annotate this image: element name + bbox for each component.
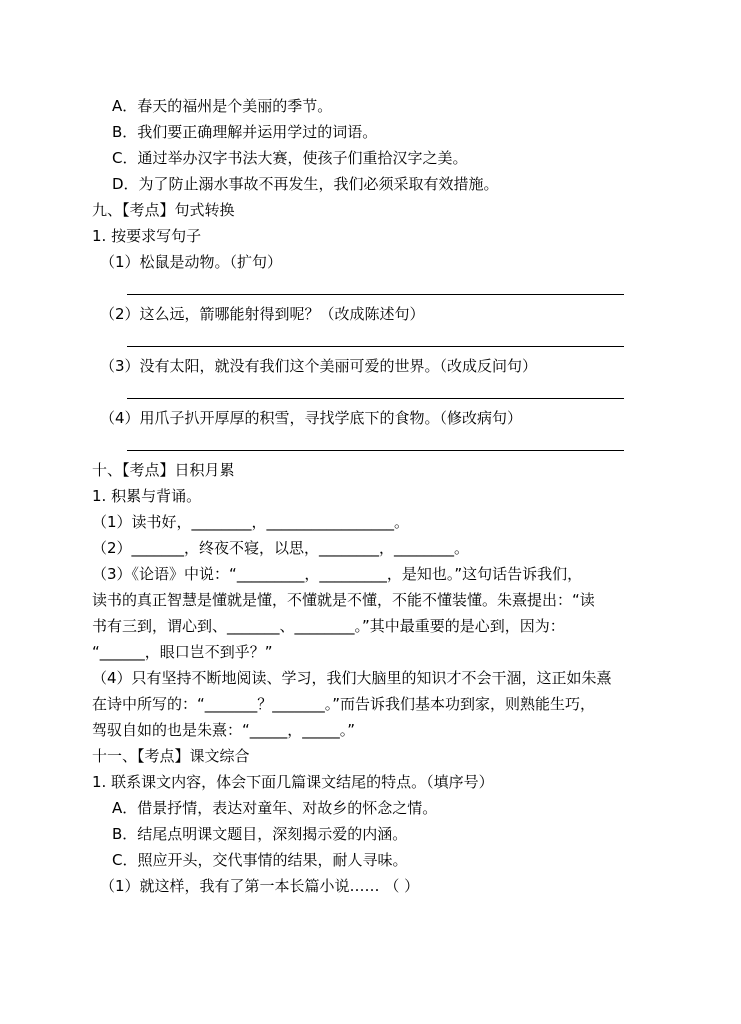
- answer-line: [127, 346, 624, 347]
- text-line: 读书的真正智慧是懂就是懂，不懂就是不懂，不能不懂装懂。朱熹提出：“读: [92, 591, 595, 609]
- text-line: 书有三到，谓心到、_______、________。”其中最重要的是心到，因为：: [92, 617, 565, 635]
- question-9-1: 1. 按要求写句子: [92, 227, 202, 245]
- text-line: （3）《论语》中说：“_________，_________，是知也。”这句话告诉我们，: [92, 565, 583, 583]
- answer-line: [127, 294, 624, 295]
- section-heading-11: 十一、【考点】课文综合: [92, 747, 250, 765]
- option-b: B．我们要正确理解并运用学过的词语。: [112, 123, 378, 141]
- text-line: 在诗中所写的：“_______？_______。”而告诉我们基本功到家，则熟能生巧，: [92, 695, 596, 713]
- text-line: （1）读书好，________，_________________。: [92, 513, 410, 531]
- text-line: （2）_______，终夜不寝，以思，________，________。: [92, 539, 470, 557]
- option-a: A．借景抒情，表达对童年、对故乡的怀念之情。: [112, 799, 438, 817]
- section-heading-10: 十、【考点】日积月累: [92, 461, 235, 479]
- item-11-1: （1）就这样，我有了第一本长篇小说…… （ ）: [100, 877, 420, 895]
- option-c: C．照应开头，交代事情的结果，耐人寻味。: [112, 851, 408, 869]
- item-9-4: （4）用爪子扒开厚厚的积雪，寻找学底下的食物。（修改病句）: [100, 409, 523, 427]
- text-line: 驾驭自如的也是朱熹：“_____，_____。”: [92, 721, 356, 739]
- option-d: D．为了防止溺水事故不再发生，我们必须采取有效措施。: [112, 175, 499, 193]
- item-9-1: （1）松鼠是动物。（扩句）: [100, 253, 283, 271]
- text-line: （4）只有坚持不断地阅读、学习，我们大脑里的知识才不会干涸，这正如朱熹: [92, 669, 612, 687]
- option-a: A．春天的福州是个美丽的季节。: [112, 97, 333, 115]
- option-b: B．结尾点明课文题目，深刻揭示爱的内涵。: [112, 825, 408, 843]
- text-line: “______，眼口岂不到乎？”: [92, 643, 273, 661]
- item-9-3: （3）没有太阳，就没有我们这个美丽可爱的世界。（改成反问句）: [100, 357, 538, 375]
- item-9-2: （2）这么远，箭哪能射得到呢？（改成陈述句）: [100, 305, 425, 323]
- question-10-1: 1. 积累与背诵。: [92, 487, 202, 505]
- section-heading-9: 九、【考点】句式转换: [92, 201, 235, 219]
- answer-line: [127, 450, 624, 451]
- answer-line: [127, 398, 624, 399]
- question-11-1: 1. 联系课文内容，体会下面几篇课文结尾的特点。（填序号）: [92, 773, 494, 791]
- option-c: C．通过举办汉字书法大赛，使孩子们重拾汉字之美。: [112, 149, 468, 167]
